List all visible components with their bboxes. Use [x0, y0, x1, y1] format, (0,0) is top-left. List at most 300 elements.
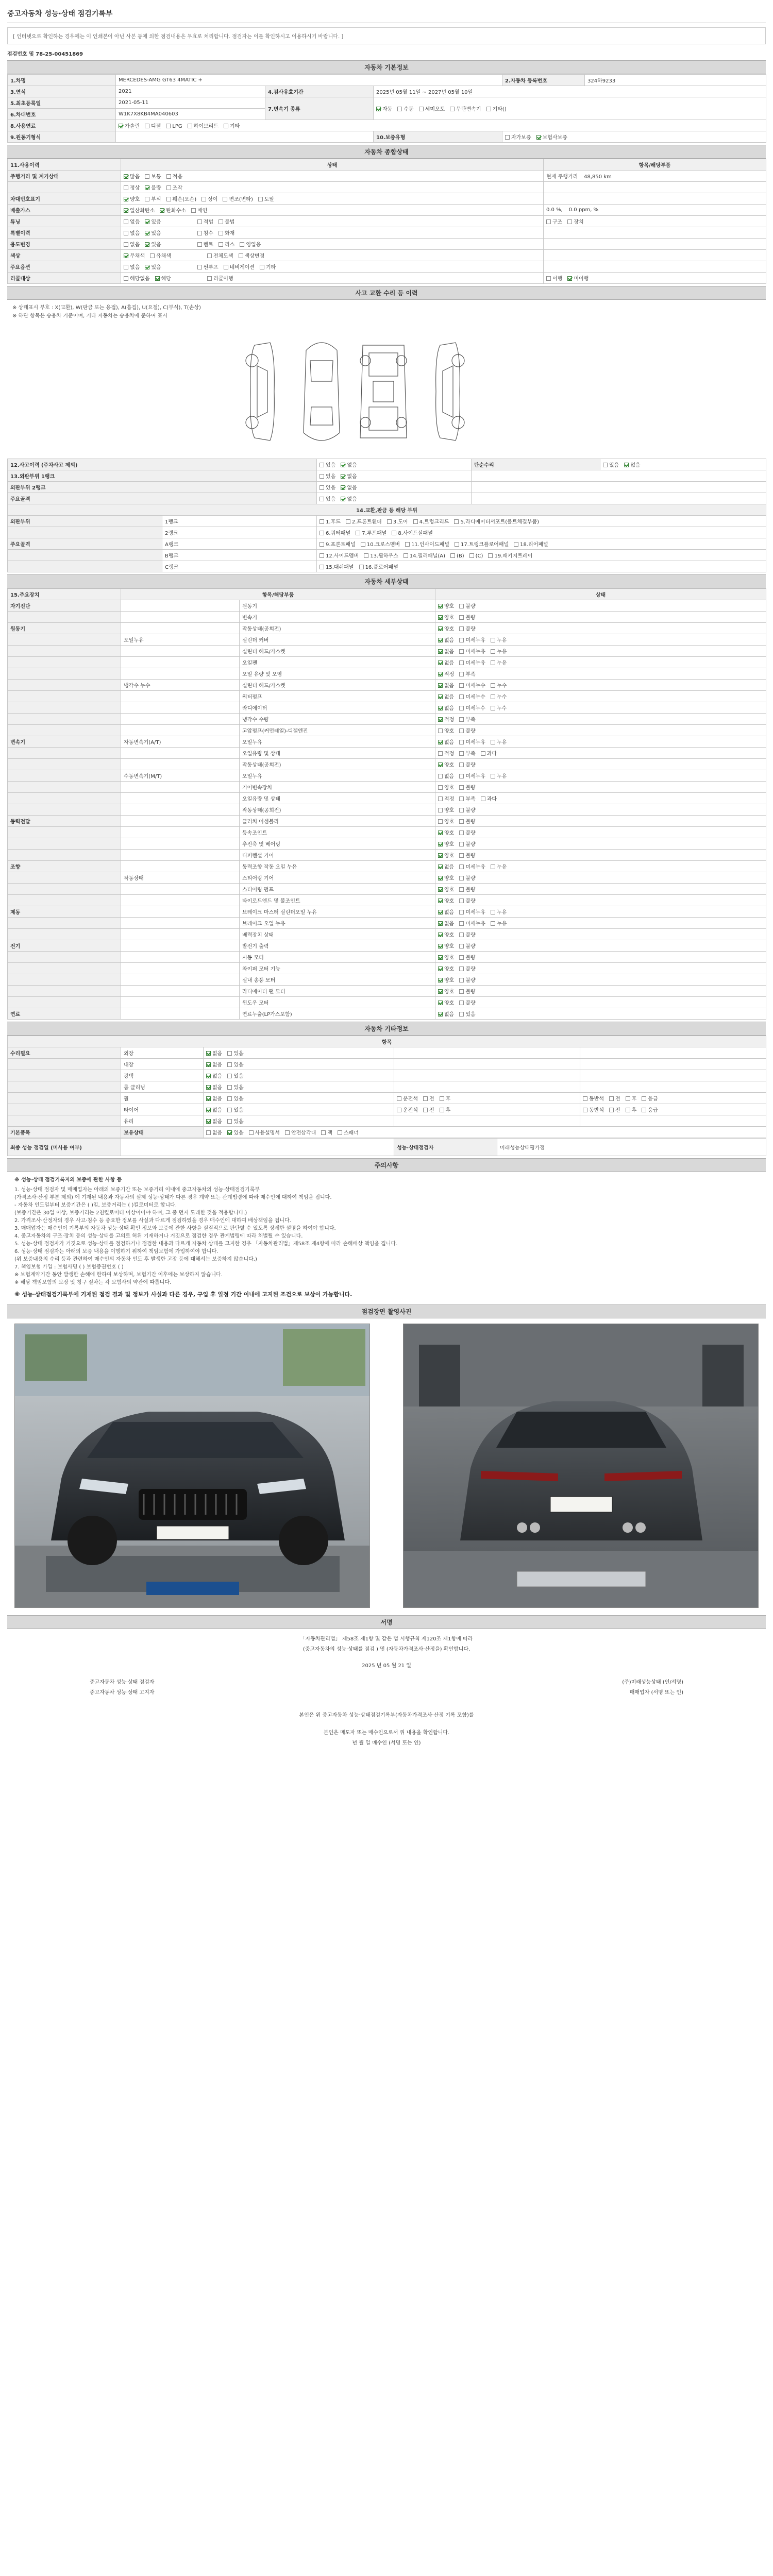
checkbox[interactable] — [567, 276, 572, 281]
checkbox-option[interactable] — [459, 919, 485, 927]
checkbox[interactable] — [224, 265, 228, 269]
checkbox-option[interactable] — [583, 1106, 604, 1113]
checkbox[interactable] — [438, 808, 443, 812]
checkbox[interactable] — [642, 1096, 646, 1101]
checkbox[interactable] — [438, 921, 443, 926]
checkbox-option[interactable] — [438, 874, 454, 882]
checkbox[interactable] — [505, 135, 510, 140]
checkbox[interactable] — [438, 672, 443, 676]
checkbox-option[interactable] — [423, 1094, 434, 1102]
checkbox[interactable] — [206, 1119, 211, 1124]
checkbox-option[interactable] — [583, 1094, 604, 1102]
checkbox-option[interactable] — [491, 692, 507, 700]
checkbox-option[interactable] — [227, 1060, 243, 1068]
checkbox-option[interactable] — [438, 760, 454, 768]
checkbox[interactable] — [124, 208, 128, 213]
checkbox-option[interactable] — [491, 647, 507, 655]
checkbox[interactable] — [227, 1051, 232, 1056]
checkbox-option[interactable] — [359, 563, 398, 570]
checkbox-option[interactable] — [364, 551, 398, 559]
checkbox-option[interactable] — [124, 263, 140, 270]
checkbox[interactable] — [459, 1001, 464, 1005]
checkbox[interactable] — [438, 1012, 443, 1016]
checkbox-option[interactable] — [459, 908, 485, 916]
checkbox-option[interactable] — [459, 658, 485, 666]
checkbox[interactable] — [206, 1051, 211, 1056]
checkbox[interactable] — [609, 1108, 614, 1112]
checkbox-option[interactable] — [166, 124, 182, 129]
checkbox-option[interactable] — [197, 240, 213, 248]
checkbox[interactable] — [459, 774, 464, 778]
checkbox-option[interactable] — [459, 726, 475, 734]
checkbox[interactable] — [459, 694, 464, 699]
checkbox-option[interactable] — [206, 1049, 222, 1057]
checkbox[interactable] — [438, 694, 443, 699]
checkbox[interactable] — [191, 208, 196, 213]
checkbox-option[interactable] — [438, 828, 454, 836]
checkbox[interactable] — [583, 1096, 587, 1101]
checkbox-option[interactable] — [145, 195, 161, 202]
checkbox-option[interactable] — [124, 217, 140, 225]
checkbox-option[interactable] — [249, 1128, 280, 1136]
checkbox[interactable] — [197, 265, 202, 269]
checkbox-option[interactable] — [459, 760, 475, 768]
checkbox[interactable] — [459, 638, 464, 642]
checkbox[interactable] — [320, 531, 324, 535]
checkbox-option[interactable] — [459, 987, 475, 995]
checkbox[interactable] — [356, 531, 360, 535]
checkbox-option[interactable] — [223, 195, 253, 202]
checkbox-option[interactable] — [488, 551, 532, 559]
checkbox-option[interactable] — [404, 551, 445, 559]
checkbox[interactable] — [438, 887, 443, 892]
checkbox-option[interactable] — [413, 517, 449, 525]
checkbox[interactable] — [491, 865, 495, 869]
checkbox[interactable] — [227, 1085, 232, 1090]
checkbox-option[interactable] — [491, 636, 507, 643]
checkbox[interactable] — [438, 638, 443, 642]
checkbox-option[interactable] — [438, 681, 454, 689]
checkbox[interactable] — [155, 276, 160, 281]
checkbox-option[interactable] — [438, 896, 454, 904]
checkbox-option[interactable] — [197, 229, 213, 236]
checkbox[interactable] — [459, 933, 464, 937]
checkbox[interactable] — [145, 124, 149, 128]
checkbox-option[interactable] — [624, 461, 640, 468]
checkbox[interactable] — [459, 672, 464, 676]
checkbox-option[interactable] — [438, 840, 454, 848]
checkbox-option[interactable] — [438, 987, 454, 995]
checkbox-option[interactable] — [459, 670, 475, 677]
checkbox[interactable] — [166, 124, 171, 128]
checkbox[interactable] — [491, 694, 495, 699]
checkbox[interactable] — [145, 242, 149, 247]
checkbox-option[interactable] — [320, 563, 354, 570]
checkbox[interactable] — [197, 219, 202, 224]
checkbox-option[interactable] — [392, 529, 433, 536]
checkbox[interactable] — [459, 1012, 464, 1016]
checkbox-option[interactable] — [459, 930, 475, 938]
checkbox-option[interactable] — [459, 624, 475, 632]
checkbox-option[interactable] — [206, 1060, 222, 1068]
checkbox[interactable] — [455, 542, 459, 547]
checkbox[interactable] — [124, 242, 128, 247]
checkbox-option[interactable] — [459, 738, 485, 745]
checkbox[interactable] — [469, 553, 474, 558]
checkbox-option[interactable] — [224, 263, 255, 270]
checkbox-option[interactable] — [145, 122, 161, 129]
checkbox[interactable] — [364, 553, 368, 558]
checkbox-option[interactable] — [481, 749, 497, 757]
checkbox[interactable] — [227, 1062, 232, 1067]
checkbox[interactable] — [459, 842, 464, 846]
checkbox[interactable] — [320, 565, 324, 569]
checkbox-option[interactable] — [438, 783, 454, 791]
checkbox[interactable] — [206, 1096, 211, 1101]
checkbox-option[interactable] — [491, 738, 507, 745]
checkbox-option[interactable] — [227, 1072, 243, 1079]
checkbox-option[interactable] — [459, 896, 475, 904]
checkbox-option[interactable] — [320, 495, 335, 502]
checkbox-option[interactable] — [438, 862, 454, 870]
checkbox[interactable] — [459, 751, 464, 756]
checkbox[interactable] — [285, 1130, 290, 1135]
checkbox-option[interactable] — [459, 647, 485, 655]
checkbox-option[interactable] — [438, 976, 454, 984]
checkbox[interactable] — [438, 604, 443, 608]
checkbox[interactable] — [459, 785, 464, 790]
checkbox[interactable] — [583, 1108, 587, 1112]
checkbox[interactable] — [124, 197, 128, 201]
checkbox-option[interactable] — [459, 851, 475, 859]
checkbox-option[interactable] — [459, 828, 475, 836]
checkbox-option[interactable] — [206, 1072, 222, 1079]
checkbox[interactable] — [150, 253, 155, 258]
checkbox[interactable] — [219, 219, 223, 224]
checkbox-option[interactable] — [124, 251, 145, 259]
checkbox[interactable] — [341, 497, 345, 501]
checkbox[interactable] — [459, 683, 464, 688]
checkbox[interactable] — [438, 728, 443, 733]
checkbox-option[interactable] — [397, 105, 413, 112]
checkbox[interactable] — [514, 542, 518, 547]
checkbox[interactable] — [397, 107, 402, 111]
checkbox-option[interactable] — [567, 274, 589, 282]
checkbox-option[interactable] — [239, 251, 265, 259]
checkbox-option[interactable] — [397, 1106, 418, 1113]
checkbox-option[interactable] — [438, 1010, 454, 1018]
checkbox-option[interactable] — [341, 472, 357, 480]
checkbox-option[interactable] — [321, 1128, 332, 1136]
checkbox[interactable] — [423, 1108, 428, 1112]
checkbox[interactable] — [438, 751, 443, 756]
checkbox[interactable] — [459, 808, 464, 812]
checkbox-option[interactable] — [438, 919, 454, 927]
checkbox[interactable] — [320, 474, 324, 479]
checkbox[interactable] — [438, 649, 443, 654]
checkbox[interactable] — [320, 485, 324, 490]
checkbox[interactable] — [438, 762, 443, 767]
checkbox[interactable] — [124, 276, 128, 281]
checkbox[interactable] — [320, 519, 324, 524]
checkbox[interactable] — [206, 1074, 211, 1078]
checkbox[interactable] — [438, 978, 443, 982]
checkbox-option[interactable] — [546, 274, 562, 282]
checkbox-option[interactable] — [438, 817, 454, 825]
checkbox[interactable] — [320, 463, 324, 467]
checkbox-option[interactable] — [450, 105, 481, 112]
checkbox-option[interactable] — [459, 704, 485, 711]
checkbox-option[interactable] — [341, 483, 357, 491]
checkbox-option[interactable] — [438, 908, 454, 916]
checkbox-option[interactable] — [124, 274, 150, 282]
checkbox[interactable] — [438, 819, 443, 824]
checkbox-option[interactable] — [227, 1128, 243, 1136]
checkbox[interactable] — [438, 831, 443, 835]
checkbox[interactable] — [438, 910, 443, 914]
checkbox[interactable] — [145, 197, 149, 201]
checkbox-option[interactable] — [206, 1094, 222, 1102]
checkbox[interactable] — [459, 649, 464, 654]
checkbox[interactable] — [206, 1085, 211, 1090]
checkbox[interactable] — [224, 124, 228, 128]
checkbox[interactable] — [438, 944, 443, 948]
checkbox-option[interactable] — [201, 195, 217, 202]
checkbox[interactable] — [376, 107, 381, 111]
checkbox[interactable] — [124, 265, 128, 269]
checkbox[interactable] — [481, 796, 485, 801]
checkbox[interactable] — [491, 706, 495, 710]
checkbox[interactable] — [459, 728, 464, 733]
checkbox[interactable] — [227, 1108, 232, 1112]
checkbox-option[interactable] — [166, 172, 182, 180]
checkbox-option[interactable] — [438, 726, 454, 734]
checkbox-option[interactable] — [546, 217, 562, 225]
checkbox-option[interactable] — [438, 851, 454, 859]
checkbox[interactable] — [240, 242, 244, 247]
checkbox[interactable] — [491, 774, 495, 778]
checkbox-option[interactable] — [505, 133, 531, 141]
checkbox[interactable] — [119, 124, 123, 128]
checkbox[interactable] — [197, 231, 202, 235]
checkbox[interactable] — [338, 1130, 342, 1135]
checkbox-option[interactable] — [119, 122, 140, 129]
checkbox-option[interactable] — [438, 749, 454, 757]
checkbox-option[interactable] — [491, 919, 507, 927]
checkbox[interactable] — [258, 197, 263, 201]
checkbox-option[interactable] — [491, 908, 507, 916]
checkbox[interactable] — [536, 135, 541, 140]
checkbox[interactable] — [438, 955, 443, 960]
checkbox[interactable] — [145, 265, 149, 269]
checkbox[interactable] — [459, 853, 464, 858]
checkbox[interactable] — [459, 865, 464, 869]
checkbox[interactable] — [459, 796, 464, 801]
checkbox-option[interactable] — [459, 885, 475, 893]
checkbox-option[interactable] — [455, 540, 509, 548]
checkbox[interactable] — [223, 197, 227, 201]
checkbox-option[interactable] — [206, 1128, 222, 1136]
checkbox-option[interactable] — [459, 862, 485, 870]
checkbox-option[interactable] — [459, 976, 475, 984]
checkbox[interactable] — [491, 638, 495, 642]
checkbox-option[interactable] — [124, 195, 140, 202]
checkbox-option[interactable] — [459, 964, 475, 972]
checkbox[interactable] — [486, 107, 491, 111]
checkbox[interactable] — [124, 185, 128, 190]
checkbox-option[interactable] — [438, 794, 454, 802]
checkbox-option[interactable] — [438, 670, 454, 677]
checkbox[interactable] — [438, 683, 443, 688]
checkbox[interactable] — [546, 276, 551, 281]
checkbox-option[interactable] — [320, 483, 335, 491]
checkbox-option[interactable] — [166, 183, 182, 191]
checkbox-option[interactable] — [227, 1106, 243, 1113]
checkbox[interactable] — [405, 542, 410, 547]
checkbox-option[interactable] — [285, 1128, 316, 1136]
checkbox-option[interactable] — [438, 602, 454, 609]
checkbox-option[interactable] — [438, 998, 454, 1006]
checkbox[interactable] — [260, 265, 264, 269]
checkbox[interactable] — [491, 740, 495, 744]
checkbox-option[interactable] — [469, 553, 483, 559]
checkbox-option[interactable] — [459, 602, 475, 609]
checkbox-option[interactable] — [438, 942, 454, 950]
checkbox-option[interactable] — [124, 240, 140, 248]
checkbox[interactable] — [166, 185, 171, 190]
checkbox-option[interactable] — [124, 183, 140, 191]
checkbox[interactable] — [567, 219, 572, 224]
checkbox[interactable] — [207, 276, 212, 281]
checkbox[interactable] — [438, 615, 443, 620]
checkbox[interactable] — [206, 1108, 211, 1112]
checkbox[interactable] — [440, 1108, 444, 1112]
checkbox[interactable] — [609, 1096, 614, 1101]
checkbox[interactable] — [197, 242, 202, 247]
checkbox-option[interactable] — [438, 715, 454, 723]
checkbox[interactable] — [438, 899, 443, 903]
checkbox[interactable] — [459, 967, 464, 971]
checkbox[interactable] — [459, 604, 464, 608]
checkbox[interactable] — [438, 740, 443, 744]
checkbox-option[interactable] — [320, 540, 356, 548]
checkbox-option[interactable] — [438, 704, 454, 711]
checkbox-option[interactable] — [459, 806, 475, 814]
checkbox[interactable] — [341, 485, 345, 490]
checkbox-option[interactable] — [626, 1094, 637, 1102]
checkbox-option[interactable] — [356, 529, 386, 536]
checkbox-option[interactable] — [438, 647, 454, 655]
checkbox[interactable] — [438, 876, 443, 880]
checkbox-option[interactable] — [224, 122, 240, 129]
checkbox-option[interactable] — [459, 874, 475, 882]
checkbox-option[interactable] — [459, 613, 475, 621]
checkbox[interactable] — [166, 197, 171, 201]
checkbox-option[interactable] — [160, 206, 186, 214]
checkbox-option[interactable] — [438, 885, 454, 893]
checkbox-option[interactable] — [145, 240, 161, 248]
checkbox-option[interactable] — [642, 1094, 658, 1102]
checkbox[interactable] — [397, 1096, 401, 1101]
checkbox[interactable] — [207, 253, 212, 258]
checkbox-option[interactable] — [227, 1117, 243, 1125]
checkbox-option[interactable] — [227, 1049, 243, 1057]
checkbox-option[interactable] — [341, 495, 357, 502]
checkbox-option[interactable] — [642, 1106, 658, 1113]
checkbox-option[interactable] — [124, 229, 140, 236]
checkbox[interactable] — [438, 967, 443, 971]
checkbox-option[interactable] — [438, 624, 454, 632]
checkbox[interactable] — [459, 615, 464, 620]
checkbox-option[interactable] — [459, 942, 475, 950]
checkbox[interactable] — [438, 842, 443, 846]
checkbox[interactable] — [459, 989, 464, 994]
checkbox-option[interactable] — [459, 715, 475, 723]
checkbox-option[interactable] — [206, 1083, 222, 1091]
checkbox[interactable] — [546, 219, 551, 224]
checkbox[interactable] — [201, 197, 206, 201]
checkbox-option[interactable] — [438, 930, 454, 938]
checkbox-option[interactable] — [514, 540, 548, 548]
checkbox[interactable] — [227, 1130, 232, 1135]
checkbox[interactable] — [459, 660, 464, 665]
checkbox-option[interactable] — [341, 461, 357, 468]
checkbox-option[interactable] — [438, 692, 454, 700]
checkbox[interactable] — [320, 497, 324, 501]
checkbox-option[interactable] — [206, 1117, 222, 1125]
checkbox[interactable] — [145, 185, 149, 190]
checkbox-option[interactable] — [419, 105, 445, 112]
checkbox-option[interactable] — [188, 122, 219, 129]
checkbox-option[interactable] — [491, 704, 507, 711]
checkbox[interactable] — [219, 231, 223, 235]
checkbox-option[interactable] — [124, 172, 140, 180]
checkbox-option[interactable] — [440, 1094, 451, 1102]
checkbox[interactable] — [206, 1130, 211, 1135]
checkbox-option[interactable] — [626, 1106, 637, 1113]
checkbox[interactable] — [450, 107, 455, 111]
checkbox[interactable] — [206, 1062, 211, 1067]
checkbox-option[interactable] — [320, 529, 350, 536]
checkbox[interactable] — [438, 785, 443, 790]
checkbox[interactable] — [160, 208, 164, 213]
checkbox[interactable] — [359, 565, 364, 569]
checkbox[interactable] — [491, 910, 495, 914]
checkbox[interactable] — [626, 1096, 630, 1101]
checkbox[interactable] — [387, 519, 392, 524]
checkbox[interactable] — [491, 683, 495, 688]
checkbox-option[interactable] — [440, 1106, 451, 1113]
checkbox[interactable] — [459, 921, 464, 926]
checkbox[interactable] — [227, 1074, 232, 1078]
checkbox[interactable] — [481, 751, 485, 756]
checkbox-option[interactable] — [459, 692, 485, 700]
checkbox[interactable] — [459, 762, 464, 767]
checkbox-option[interactable] — [376, 105, 392, 112]
checkbox-option[interactable] — [150, 251, 171, 259]
checkbox-option[interactable] — [227, 1094, 243, 1102]
checkbox-option[interactable] — [145, 172, 161, 180]
checkbox[interactable] — [459, 887, 464, 892]
checkbox-option[interactable] — [387, 517, 408, 525]
checkbox[interactable] — [249, 1130, 254, 1135]
checkbox[interactable] — [459, 706, 464, 710]
checkbox[interactable] — [459, 740, 464, 744]
checkbox-option[interactable] — [191, 206, 207, 214]
checkbox[interactable] — [459, 944, 464, 948]
checkbox-option[interactable] — [609, 1094, 620, 1102]
checkbox-option[interactable] — [197, 217, 213, 225]
